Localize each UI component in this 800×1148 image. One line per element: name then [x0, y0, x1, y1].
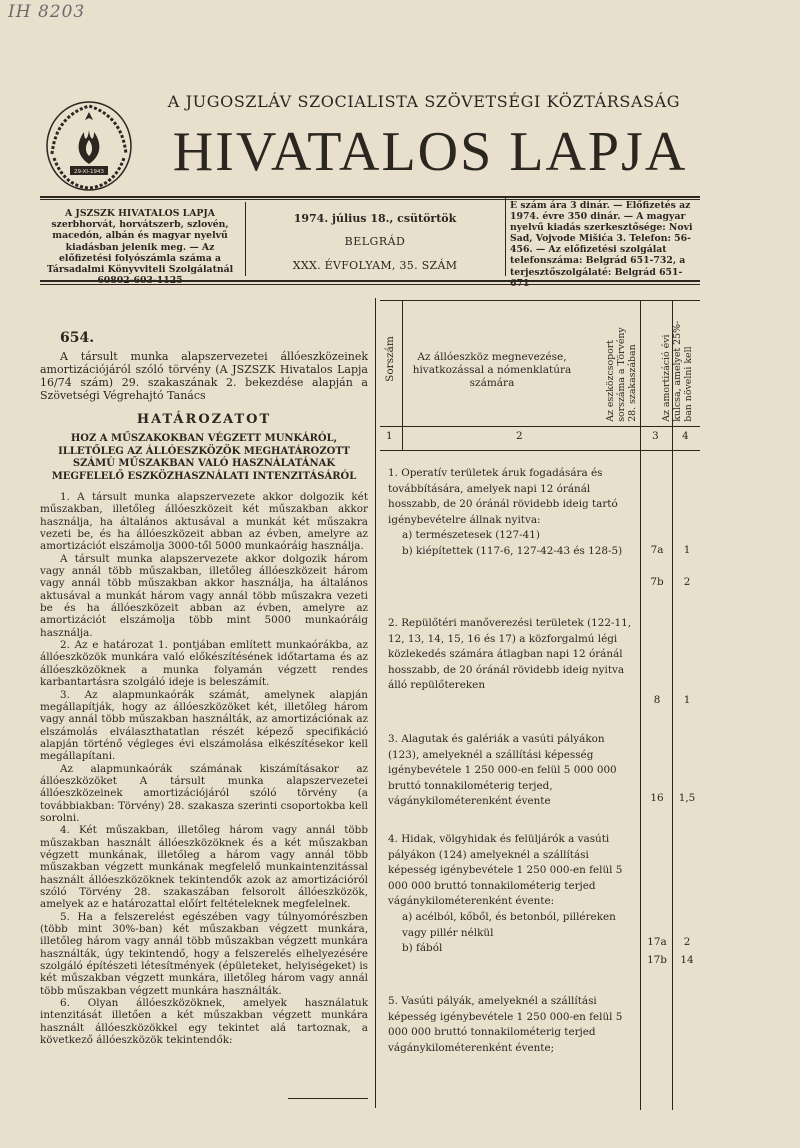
decision-title: HATÁROZATOT — [136, 412, 272, 428]
header-name: Az állóeszköz megnevezése, hivatkozással a nómenklatúra számára — [412, 351, 572, 389]
group-code: 7a — [650, 544, 664, 556]
row-text: 3. Alagutak és galériák a vasúti pályákon (123), amelyeknél a szállítási képesség igénybevétele 1 250 000-en felül 5 000 000 bruttó tonnakilométerig terjed, vágánykilométerenként évente — [388, 733, 617, 808]
group-code: 17a — [647, 936, 667, 948]
row-sub-text: a) természetesek (127-41) — [402, 529, 540, 542]
row-sub-text: b) fából — [402, 942, 443, 955]
subscription-text: A JSZSZK HIVATALOS LAPJA szerbhorvát, horvátszerb, szlovén, macedón, albán és magyar nyelvű kiadásban jelenik meg. — Az előfizetési folyószámla száma a Társadalmi Könyvviteli Szolgálatnál — [46, 208, 234, 276]
paragraph: 3. Az alapmunkaórák számát, amelynek alapján megállapítják, hogy az állóeszközöket két, illetőleg három vagy annál több műszakban használták, az amortizációnak az elszámolás elválaszthatatlan részét képező specifikáció alapján történő végleges évi elszámolása elkészítésekor kell megállapítani. — [40, 688, 368, 763]
table-top-rule — [380, 300, 700, 301]
table-row — [388, 994, 638, 1056]
item-number: 654. — [60, 330, 95, 346]
issue-place: BELGRÁD — [344, 235, 406, 248]
paragraph: A társult munka alapszervezete akkor dolgozik három vagy annál több műszakban, illetőleg állóeszközeit három vagy annál több műszakban akkor használja, ha általános aktusával a munkát három vagy annál több műszakra vezeti be és ha állóeszközeit abban az évben, amelyre az amortizációt elszámolja több mint 5000 munkaóráig használja. — [40, 552, 368, 639]
header-number: Sorszám — [384, 336, 396, 382]
rate-value: 14 — [680, 954, 694, 966]
column-number: 2 — [516, 430, 523, 442]
table-col-line — [402, 300, 403, 450]
masthead-divider-left — [245, 202, 246, 276]
row-text: 2. Repülőtéri manőverezési területek (122-11, 12, 13, 14, 15, 16 és 17) a közforgalmú légi közlekedés számára átlagban napi 12 óránál hosszabb, de 20 óránál rövidebb ideig nyitva álló repülőtereken — [388, 617, 632, 692]
group-code: 7b — [650, 576, 664, 588]
paragraph: 4. Két műszakban, illetőleg három vagy annál több műszakban használt állóeszközöknek és a két műszakban végzett munkának, illetőleg a három vagy annál több műszakban végzett munkának megfelelő munkaintenzitással használt állóeszközöknek tekintendők azok az amortizációról szóló Törvény 28. szakaszában felsorolt állóeszközök, amelyek az e határozattal előírt feltételeknek megfelelnek. — [40, 824, 368, 911]
row-text: 4. Hidak, völgyhidak és felüljárók a vasúti pályákon (124) amelyeknél a szállítási képesség igénybevétele 1 250 000-en felül 5 000 000 bruttó tonnakilométerig terjed vágánykilométerenként évente: — [388, 833, 623, 908]
preamble: A társult munka alapszervezetei állóeszközeinek amortizációjáról szóló törvény (A JSZSZK Hivatalos Lapja 16/74 szám) 29. szakaszának 2. bekezdése alapján a Szövetségi Végrehajtó Tanács — [40, 350, 368, 403]
rate-value: 2 — [683, 576, 691, 588]
paragraph: 1. A társult munka alapszervezete akkor dolgozik két műszakban, illetőleg állóeszközeit két műszakban akkor használja, ha általános aktusával a munkát két műszakra vezeti be, és ha állóeszközeit abban az évben, amelyre az amortizációt elszámolja 3000-től 5000 munkaóráig használja. — [40, 491, 368, 553]
rate-value: 1 — [683, 544, 691, 556]
issue-volume: XXX. ÉVFOLYAM, 35. SZÁM — [292, 259, 458, 272]
table-number-rule — [380, 450, 700, 451]
row-sub-text: b) kiépítettek (117-6, 127-42-43 és 128-5) — [402, 544, 623, 557]
row-sub-text: a) acélból, kőből, és betonból, pilléreken vagy pillér nélkül — [402, 910, 616, 939]
masthead-divider-right — [505, 196, 506, 276]
continuation-line — [288, 1098, 368, 1099]
republic-name: A JUGOSZLÁV SZOCIALISTA SZÖVETSÉGI KÖZTÁRSASÁG — [167, 92, 681, 111]
paragraph: 2. Az e határozat 1. pontjában említett munkaórákba, az állóeszközök munkára való előkészítésének időtartama és az állóeszközöknek a munka folyamán végzett rendes karbantartásra szolgáló ideje is beleszámít. — [40, 639, 368, 689]
header-rate: Az amortizáció évi kulcsa, amelyet 25%-ban növelni kell — [661, 320, 695, 422]
paragraph: 5. Ha a felszerelést egészében vagy túlnyomórészben (több mint 30%-ban) két műszakban végzett munkára, illetőleg három vagy annál több műszakban végzett munkára használták, úgy tekintendő, hogy a felszerelés elhelyezésére szolgáló építészeti létesítmények (épületeket, helyiségeket) is két műszakban végzett munkára, illetőleg három vagy annál több műszakban végzett munkára használták. — [40, 910, 368, 997]
table-row — [388, 616, 638, 694]
header-group: Az eszközcsoport sorszáma a Törvény 28. szakaszában — [605, 327, 639, 422]
table-row — [388, 732, 638, 810]
rate-value: 2 — [683, 936, 691, 948]
state-emblem-icon — [44, 96, 134, 192]
group-code: 16 — [650, 792, 664, 804]
column-number: 4 — [682, 430, 689, 442]
decision-subtitle: HOZ A MŰSZAKOKBAN VÉGZETT MUNKÁRÓL, ILLETŐLEG AZ ÁLLÓESZKÖZÖK MEGHATÁROZOTT SZÁMÚ MŰSZAKBAN VALÓ HASZNÁLATÁNAK MEGFELELŐ ESZKÖZHASZNÁLATI INTENZITÁSÁRÓL — [51, 433, 357, 482]
table-row — [388, 466, 638, 560]
column-divider — [375, 298, 376, 1108]
issue-date: 1974. július 18., csütörtök — [293, 212, 457, 225]
subscription-info — [40, 208, 240, 286]
header-bottom-rule-thin — [40, 284, 700, 285]
rate-value: 1,5 — [678, 792, 696, 804]
archive-mark: IH 8203 — [8, 2, 86, 22]
table-header-rule — [380, 426, 700, 427]
row-text: 5. Vasúti pályák, amelyeknél a szállítási képesség igénybevétele 1 250 000-en felül 5 000 000 bruttó tonnakilométerig terjed vágánykilométerenként évente; — [388, 995, 623, 1054]
decree-column — [40, 330, 368, 1046]
price-info: E szám ára 3 dinár. — Előfizetés az 1974. évre 350 dinár. — A magyar nyelvű kiadás szerkesztősége: Novi Sad, Vojvode Mišića 3. Telefon: 56-456. — Az előfizetési szolgálat telefonszáma: Belgrád 651-732, a terjesztőszolgálaté: Belgrád 651-671 — [510, 200, 693, 289]
paragraph: Az alapmunkaórák számának kiszámításakor az állóeszközöket A társult munka alapszervezetei állóeszközeinek amortizációjáról szóló törvény (a továbbiakban: Törvény) 28. szakasza szerinti csoportokba kell sorolni. — [40, 762, 368, 824]
journal-title: HIVATALOS LAPJA — [172, 121, 688, 183]
group-code: 8 — [653, 694, 661, 706]
rate-value: 1 — [683, 694, 691, 706]
paragraph: 6. Olyan állóeszközöknek, amelyek használatuk intenzitását illetően a két műszakban végzett munkára használt állóeszközökkel egy tekintet alá tartoznak, a következő állóeszközök tekintendők: — [40, 997, 368, 1047]
emblem-date: 29-XI-1943 — [73, 169, 105, 175]
column-number: 3 — [652, 430, 659, 442]
header-bottom-rule — [40, 280, 700, 282]
masthead-rule — [40, 196, 700, 198]
column-number: 1 — [386, 430, 393, 442]
group-code: 17b — [647, 954, 667, 966]
account-number: 60802-603-1125 — [97, 275, 183, 287]
row-text: 1. Operatív területek áruk fogadására és továbbítására, amelyek napi 12 óránál hosszabb, de 20 óránál rövidebb ideig tartó igénybevételre állnak nyitva: — [388, 467, 618, 526]
table-row — [388, 832, 638, 957]
table-header — [380, 305, 700, 425]
